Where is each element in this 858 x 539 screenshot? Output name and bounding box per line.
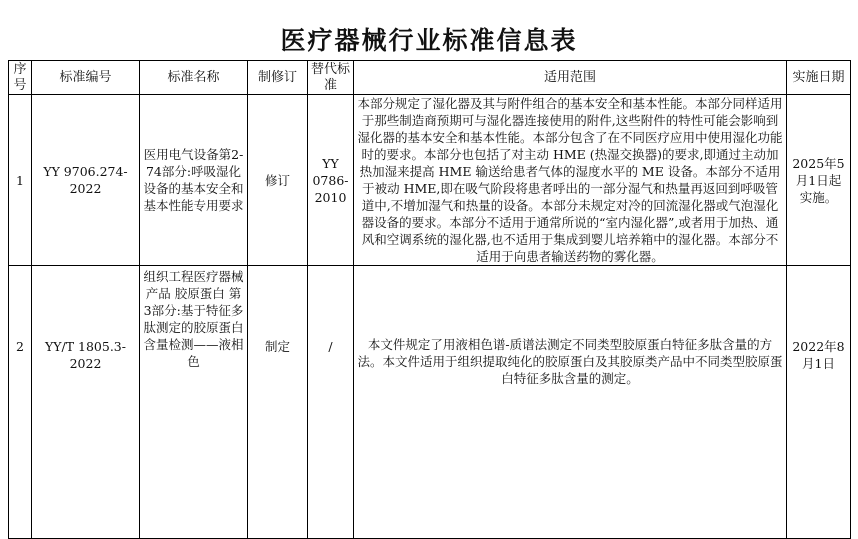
row-code: YY/T 1805.3-2022 bbox=[32, 266, 140, 539]
page-title: 医疗器械行业标准信息表 bbox=[280, 26, 578, 55]
row-code: YY 9706.274-2022 bbox=[32, 95, 140, 266]
table-row bbox=[9, 95, 851, 266]
row-index: 2 bbox=[9, 266, 32, 539]
standards-table bbox=[8, 60, 851, 539]
row-revision: 修订 bbox=[248, 95, 308, 266]
row-name: 医用电气设备第2-74部分:呼吸湿化设备的基本安全和基本性能专用要求 bbox=[140, 95, 248, 266]
row-replaces: YY 0786-2010 bbox=[308, 95, 354, 266]
table-row bbox=[9, 266, 851, 539]
header-name: 标准名称 bbox=[140, 61, 248, 95]
row-name: 组织工程医疗器械产品 胶原蛋白 第3部分:基于特征多肽测定的胶原蛋白含量检测——液相色 bbox=[140, 266, 248, 539]
header-code: 标准编号 bbox=[32, 61, 140, 95]
header-date: 实施日期 bbox=[787, 61, 851, 95]
row-index: 1 bbox=[9, 95, 32, 266]
header-row bbox=[9, 61, 851, 95]
header-scope: 适用范围 bbox=[354, 61, 787, 95]
header-revision: 制修订 bbox=[248, 61, 308, 95]
row-replaces: / bbox=[308, 266, 354, 539]
row-date: 2025年5月1日起实施。 bbox=[787, 95, 851, 266]
header-replaces: 替代标准 bbox=[308, 61, 354, 95]
row-scope: 本文件规定了用液相色谱-质谱法测定不同类型胶原蛋白特征多肽含量的方法。本文件适用于组织提取纯化的胶原蛋白及其胶原类产品中不同类型胶原蛋白特征多肽含量的测定。 bbox=[354, 266, 787, 539]
row-date: 2022年8月1日 bbox=[787, 266, 851, 539]
row-scope: 本部分规定了湿化器及其与附件组合的基本安全和基本性能。本部分同样适用于那些制造商预期可与湿化器连接使用的附件,这些附件的特性可能会影响到湿化器的基本安全和基本性能。本部分包含了在不同医疗应用中使用湿化功能时的要求。本部分也包括了对主动 HME (热湿交换器)的要求,即通过主动加热加湿来提高 HME 输送给患者气体的湿度水平的 ME 设备。本部分不适用于被动 HME,即在吸气阶段将患者呼出的一部分湿气和热量再返回到呼吸管道中,不增加湿气和热量的设备。本部分未规定对冷的回流湿化器或气泡湿化器设备的要求。本部分不适用于通常所说的“室内湿化器”,或者用于加热、通风和空调系统的湿化器,也不适用于集成到婴儿培养箱中的湿化器。本部分不适用于向患者输送药物的雾化器。 bbox=[354, 95, 787, 266]
header-index: 序号 bbox=[9, 61, 32, 95]
row-revision: 制定 bbox=[248, 266, 308, 539]
